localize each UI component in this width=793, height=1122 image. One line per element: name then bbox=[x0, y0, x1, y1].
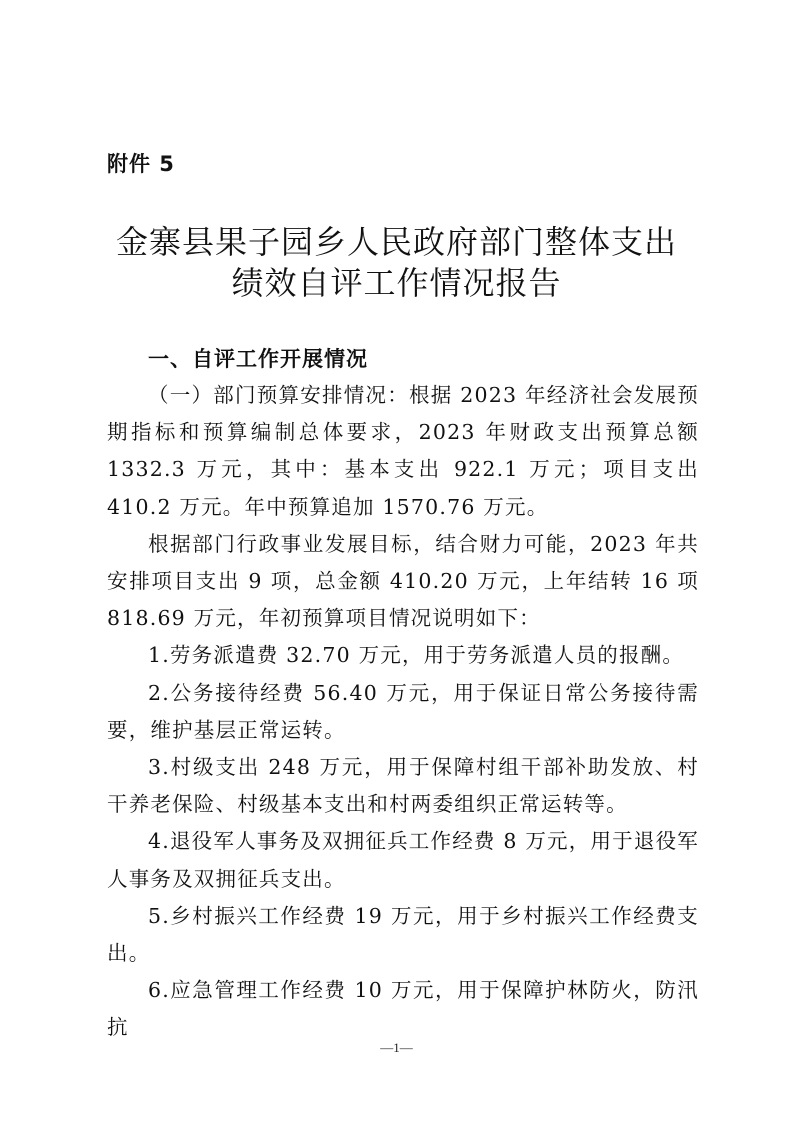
document-body bbox=[107, 377, 699, 1047]
list-item: 3.村级支出 248 万元，用于保障村组干部补助发放、村干养老保险、村级基本支出和村两委组织正常运转等。 bbox=[107, 755, 699, 817]
document-title-line-1: 金寨县果子园乡人民政府部门整体支出 bbox=[115, 223, 677, 261]
list-item: 4.退役军人事务及双拥征兵工作经费 8 万元，用于退役军人事务及双拥征兵支出。 bbox=[107, 829, 699, 891]
paragraph-budget-overview: （一）部门预算安排情况：根据 2023 年经济社会发展预期指标和预算编制总体要求，2023 年财政支出预算总额 1332.3 万元，其中：基本支出 922.1 万元；项目支出 410.2 万元。年中预算追加 1570.76 万元。 bbox=[107, 383, 699, 519]
list-item: 2.公务接待经费 56.40 万元，用于保证日常公务接待需要，维护基层正常运转。 bbox=[107, 680, 699, 742]
section-heading: 一、自评工作开展情况 bbox=[148, 347, 368, 371]
list-item: 5.乡村振兴工作经费 19 万元，用于乡村振兴工作经费支出。 bbox=[107, 903, 699, 966]
list-item: 1.劳务派遣费 32.70 万元，用于劳务派遣人员的报酬。 bbox=[148, 643, 685, 668]
attachment-label: 附件 5 bbox=[107, 152, 175, 176]
list-item: 6.应急管理工作经费 10 万元，用于保障护林防火，防汛抗 bbox=[107, 978, 699, 1040]
paragraph-project-summary: 根据部门行政事业发展目标，结合财力可能，2023 年共安排项目支出 9 项，总金额 410.20 万元，上年结转 16 项 818.69 万元，年初预算项目情况说明如下： bbox=[107, 531, 699, 631]
page-number: —1— bbox=[380, 1040, 413, 1055]
document-title-line-2: 绩效自评工作情况报告 bbox=[231, 264, 562, 302]
